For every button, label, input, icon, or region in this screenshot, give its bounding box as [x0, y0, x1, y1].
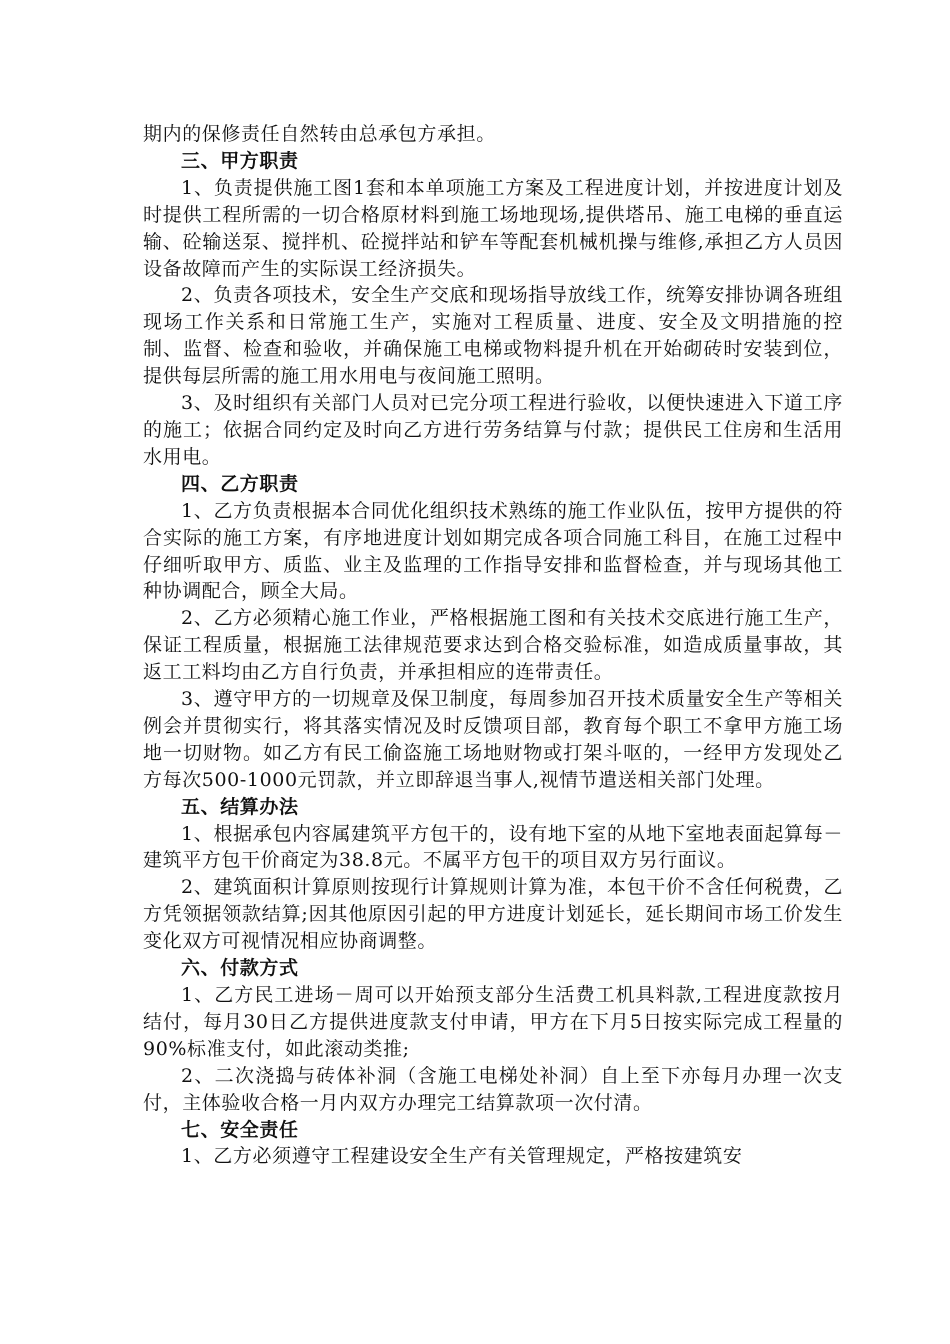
section-heading-safety: 七、安全责任 [181, 1118, 299, 1141]
paragraph: 3、遵守甲方的一切规章及保卫制度，每周参加召开技术质量安全生产等相关例会并贯彻实行，将其落实情况及时反馈项目部，教育每个职工不拿甲方施工场地一切财物。如乙方有民工偷盗施工场地财物或打架斗呕的，一经甲方发现处乙方每次500-1000元罚款，并立即辞退当事人,视情节遣送相关部门处理。 [143, 688, 843, 791]
paragraph: 1、负责提供施工图1套和本单项施工方案及工程进度计划，并按进度计划及时提供工程所需的一切合格原材料到施工场地现场,提供塔吊、施工电梯的垂直运输、砼输送泵、搅拌机、砼搅拌站和铲车等配套机械机操与维修,承担乙方人员因设备故障而产生的实际误工经济损失。 [143, 176, 843, 280]
paragraph: 2、负责各项技术，安全生产交底和现场指导放线工作，统筹安排协调各班组现场工作关系和日常施工生产，实施对工程质量、进度、安全及文明措施的控制、监督、检查和验收，并确保施工电梯或物料提升机在开始砌砖时安装到位，提供每层所需的施工用水用电与夜间施工照明。 [143, 284, 843, 388]
paragraph: 2、二次浇捣与砖体补洞（含施工电梯处补洞）自上至下亦每月办理一次支付，主体验收合格一月内双方办理完工结算款项一次付清。 [143, 1064, 843, 1114]
paragraph: 3、及时组织有关部门人员对已完分项工程进行验收，以便快速进入下道工序的施工；依据合同约定及时向乙方进行劳务结算与付款；提供民工住房和生活用水用电。 [143, 392, 843, 468]
paragraph: 1、根据承包内容属建筑平方包干的，设有地下室的从地下室地表面起算每－建筑平方包干价商定为38.8元。不属平方包干的项目双方另行面议。 [143, 822, 843, 872]
document-body [143, 121, 843, 1170]
paragraph: 1、乙方负责根据本合同优化组织技术熟练的施工作业队伍，按甲方提供的符合实际的施工方案，有序地进度计划如期完成各项合同施工科目，在施工过程中仔细听取甲方、质监、业主及监理的工作指导安排和监督检查，并与现场其他工种协调配合，顾全大局。 [143, 499, 843, 603]
section-heading-payment: 六、付款方式 [181, 957, 299, 980]
continuation-paragraph: 期内的保修责任自然转由总承包方承担。 [143, 123, 496, 145]
paragraph: 1、乙方必须遵守工程建设安全生产有关管理规定，严格按建筑安 [181, 1145, 743, 1168]
paragraph: 1、乙方民工进场－周可以开始预支部分生活费工机具料款,工程进度款按月结付，每月30日乙方提供进度款支付申请，甲方在下月5日按实际完成工程量的90%标准支付，如此滚动类推; [143, 984, 843, 1060]
paragraph: 2、乙方必须精心施工作业，严格根据施工图和有关技术交底进行施工生产，保证工程质量，根据施工法律规范要求达到合格交验标准，如造成质量事故，其返工工料均由乙方自行负责，并承担相应的连带责任。 [143, 607, 843, 684]
section-heading-party-a: 三、甲方职责 [181, 149, 299, 172]
section-heading-party-b: 四、乙方职责 [181, 472, 299, 495]
paragraph: 2、建筑面积计算原则按现行计算规则计算为准，本包干价不含任何税费，乙方凭领据领款结算;因其他原因引起的甲方进度计划延长，延长期间市场工价发生变化双方可视情况相应协商调整。 [143, 876, 843, 953]
section-heading-settlement: 五、结算办法 [181, 795, 299, 818]
